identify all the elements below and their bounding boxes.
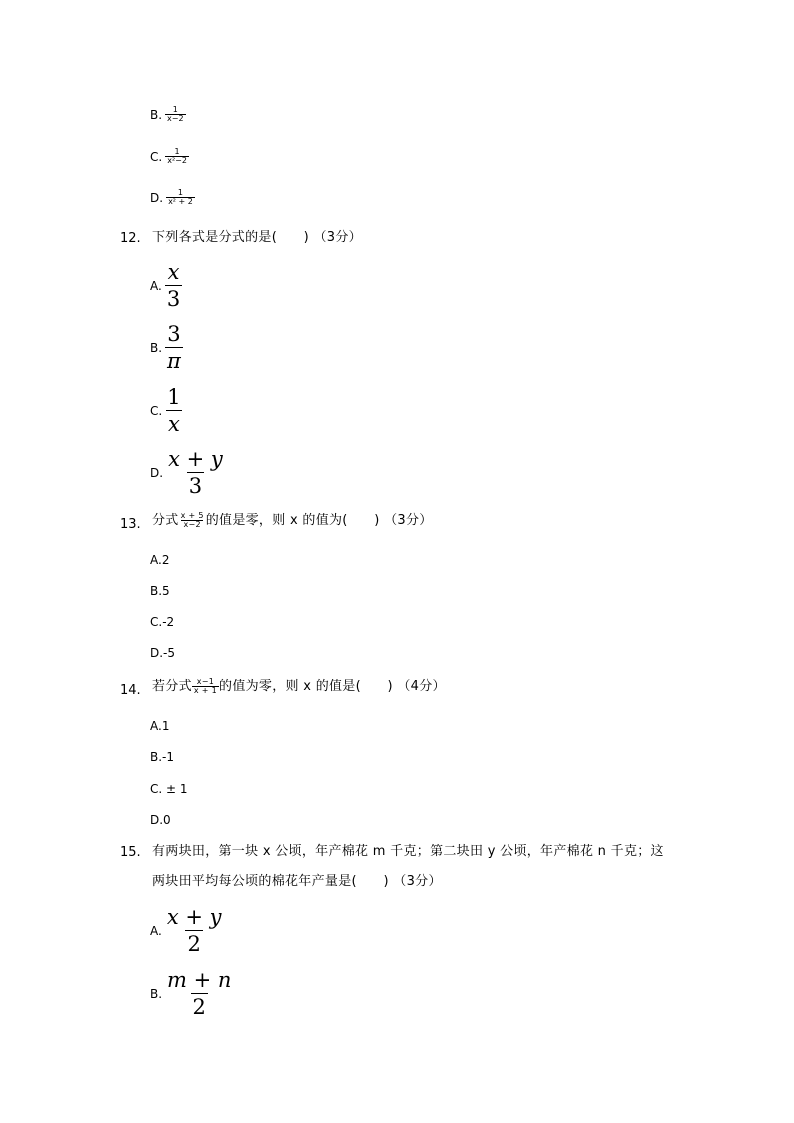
q13-text-pre: 分式 [152, 512, 179, 528]
q15-number: 15. [120, 845, 141, 860]
fraction [179, 512, 206, 529]
option-label: C. [150, 149, 163, 164]
q14-option-b[interactable]: B.-1 [150, 750, 175, 764]
fraction [166, 189, 195, 206]
fraction [165, 148, 189, 165]
q13-number: 13. [120, 517, 141, 532]
q14-option-c[interactable]: C. ± 1 [150, 782, 188, 796]
q15-option-b[interactable] [150, 968, 233, 1019]
option-label: A. [150, 923, 162, 938]
fraction-denominator: x² + 2 [168, 197, 193, 206]
q12-option-d[interactable] [150, 447, 225, 498]
fraction-denominator: π [167, 349, 181, 373]
q13-text-post: 的值是零，则 x 的值为( ) （3分） [205, 512, 433, 528]
fraction-denominator: x [167, 412, 180, 436]
q13-option-d[interactable]: D.-5 [150, 646, 176, 660]
fraction-denominator: x + 1 [193, 686, 218, 695]
fraction-denominator: 2 [192, 995, 206, 1019]
fraction-numerator: 1 [172, 105, 178, 114]
fraction-numerator: x + 5 [180, 511, 204, 520]
fraction [165, 968, 233, 1019]
fraction [165, 385, 182, 436]
q14-text-pre: 若分式 [152, 678, 192, 694]
fraction-denominator: x−2 [183, 520, 201, 529]
q14-number: 14. [120, 683, 141, 698]
fraction-numerator: x + y [168, 447, 223, 471]
q14-option-d[interactable]: D.0 [150, 813, 171, 827]
q13-option-b[interactable]: B.5 [150, 584, 170, 598]
fraction [165, 322, 183, 373]
q11-option-d[interactable] [150, 189, 195, 206]
q15-option-a[interactable] [150, 905, 223, 956]
q11-option-c[interactable] [150, 148, 189, 165]
q13-option-c[interactable]: C.-2 [150, 615, 175, 629]
fraction-denominator: x²−2 [167, 156, 187, 165]
option-label: D. [150, 190, 164, 205]
option-label: B. [150, 107, 163, 122]
option-label: C. [150, 403, 163, 418]
fraction-denominator: 2 [187, 932, 201, 956]
fraction-numerator: x + y [166, 905, 222, 929]
q11-option-b[interactable] [150, 106, 186, 123]
fraction-denominator: 3 [166, 287, 181, 311]
fraction [165, 905, 224, 956]
q12-option-c[interactable] [150, 385, 183, 436]
fraction-numerator: 3 [167, 322, 181, 346]
q12-option-b[interactable] [150, 322, 183, 373]
option-label: D. [150, 465, 164, 480]
q15-text-line2: 两块田平均每公顷的棉花年产量是( ) （3分） [152, 874, 442, 889]
q12-option-a[interactable] [150, 260, 182, 311]
fraction-numerator: x [167, 260, 180, 284]
option-label: B. [150, 986, 163, 1001]
fraction-numerator: m + n [167, 968, 232, 992]
q12-text: 下列各式是分式的是( ) （3分） [152, 230, 362, 245]
q12-number: 12. [120, 231, 141, 246]
option-label: A. [150, 278, 162, 293]
fraction-numerator: 1 [174, 147, 180, 156]
option-label: B. [150, 340, 163, 355]
fraction-denominator: 3 [188, 474, 203, 498]
q15-text-line1: 有两块田，第一块 x 公顷，年产棉花 m 千克；第二块田 y 公顷，年产棉花 n 千克；这 [152, 844, 664, 859]
fraction-numerator: 1 [177, 188, 184, 197]
fraction-numerator: 1 [167, 385, 181, 409]
fraction-denominator: x−2 [167, 114, 184, 123]
fraction [165, 106, 186, 123]
q13-option-a[interactable]: A.2 [150, 553, 170, 567]
fraction-numerator: x−1 [196, 677, 215, 686]
fraction [192, 678, 219, 695]
q14-text [152, 678, 446, 695]
q13-text [152, 512, 433, 529]
fraction [166, 447, 225, 498]
q14-option-a[interactable]: A.1 [150, 719, 170, 733]
fraction [165, 260, 182, 311]
q14-text-post: 的值为零，则 x 的值是( ) （4分） [219, 678, 446, 694]
